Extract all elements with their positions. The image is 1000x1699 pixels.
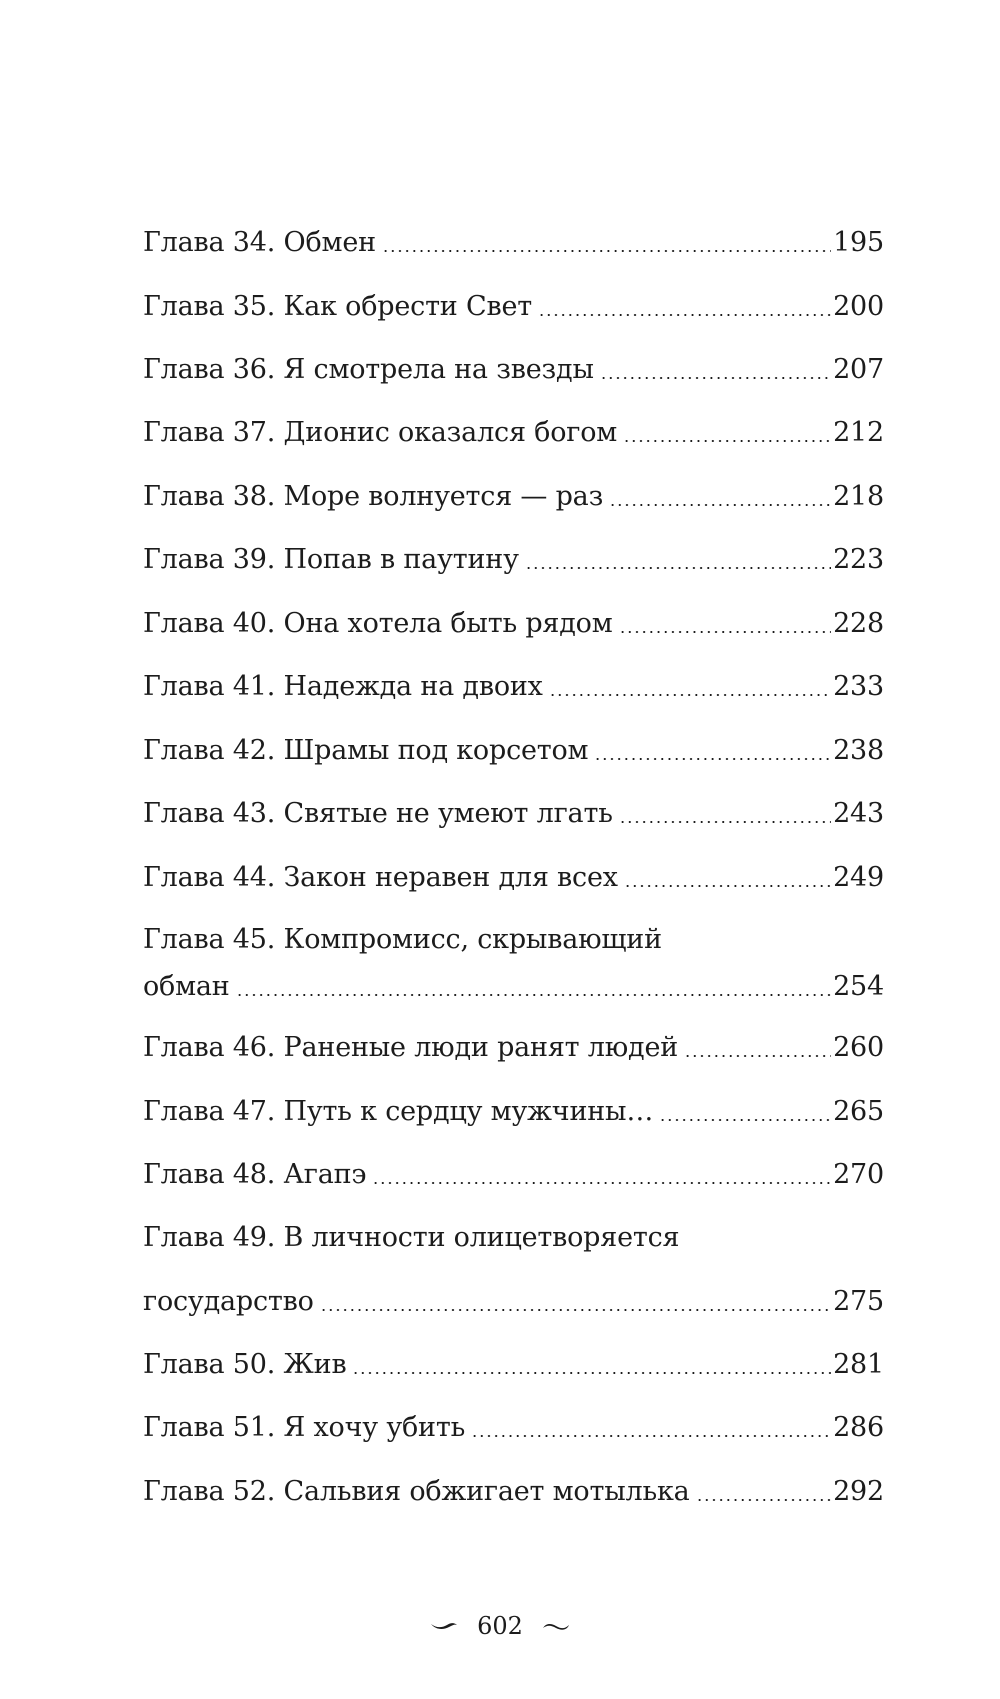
toc-entry-title: Глава 40. Она хотела быть рядом <box>143 608 613 639</box>
toc-entry-page: 218 <box>833 481 884 512</box>
swash-right-icon <box>541 1619 571 1633</box>
toc-entry-49-line-1 <box>143 1218 884 1258</box>
dot-leader <box>352 1345 831 1385</box>
toc-entry-page: 260 <box>833 1032 884 1063</box>
dot-leader <box>594 731 831 771</box>
toc-entry-40 <box>143 604 884 644</box>
toc-entry-34 <box>143 223 884 263</box>
toc-entry-page: 233 <box>833 671 884 702</box>
dot-leader <box>525 540 831 580</box>
toc-entry-49-line-2 <box>143 1282 884 1322</box>
toc-entry-title: Глава 38. Море волнуется — раз <box>143 481 604 512</box>
toc-entry-47 <box>143 1092 884 1132</box>
swash-left-icon <box>429 1619 459 1633</box>
toc-entry-45-line-2 <box>143 967 884 1007</box>
toc-entry-title-continued: обман <box>143 971 230 1002</box>
toc-entry-title: Глава 41. Надежда на двоих <box>143 671 543 702</box>
page-folio <box>0 1608 1000 1644</box>
toc-entry-title: Глава 44. Закон неравен для всех <box>143 862 618 893</box>
page-number: 602 <box>477 1612 523 1640</box>
toc-entry-page: 228 <box>833 608 884 639</box>
toc-entry-39 <box>143 540 884 580</box>
toc-entry-title: Глава 51. Я хочу убить <box>143 1412 466 1443</box>
toc-entry-title: Глава 35. Как обрести Свет <box>143 291 532 322</box>
toc-entry-title: Глава 37. Дионис оказался богом <box>143 417 618 448</box>
toc-entry-page: 270 <box>833 1159 884 1190</box>
toc-entry-46 <box>143 1028 884 1068</box>
toc-entry-title: Глава 52. Сальвия обжигает мотылька <box>143 1476 690 1507</box>
toc-entry-page: 281 <box>833 1349 884 1380</box>
dot-leader <box>696 1472 832 1512</box>
dot-leader <box>372 1155 831 1195</box>
toc-entry-50 <box>143 1345 884 1385</box>
dot-leader <box>538 287 831 327</box>
toc-entry-page: 249 <box>833 862 884 893</box>
toc-entry-page: 292 <box>833 1476 884 1507</box>
toc-entry-page: 275 <box>833 1286 884 1317</box>
toc-entry-title-continued: государство <box>143 1286 314 1317</box>
toc-entry-title: Глава 36. Я смотрела на звезды <box>143 354 594 385</box>
toc-entry-page: 243 <box>833 798 884 829</box>
dot-leader <box>236 967 831 1007</box>
toc-entry-35 <box>143 287 884 327</box>
toc-entry-title: Глава 39. Попав в паутину <box>143 544 519 575</box>
toc-entry-38 <box>143 477 884 517</box>
toc-entry-title: Глава 49. В личности олицетворяется <box>143 1222 680 1253</box>
toc-entry-title: Глава 48. Агапэ <box>143 1159 367 1190</box>
toc-entry-page: 207 <box>833 354 884 385</box>
dot-leader <box>619 794 831 834</box>
toc-entry-title: Глава 47. Путь к сердцу мужчины… <box>143 1096 654 1127</box>
toc-entry-title: Глава 42. Шрамы под корсетом <box>143 735 589 766</box>
toc-entry-page: 265 <box>833 1096 884 1127</box>
toc-entry-page: 195 <box>833 227 884 258</box>
dot-leader <box>382 223 831 263</box>
dot-leader <box>320 1282 831 1322</box>
toc-entry-41 <box>143 667 884 707</box>
toc-entry-title: Глава 50. Жив <box>143 1349 347 1380</box>
toc-entry-page: 212 <box>833 417 884 448</box>
toc-entry-51 <box>143 1408 884 1448</box>
toc-entry-44 <box>143 858 884 898</box>
toc-entry-45-line-1 <box>143 920 884 960</box>
toc-entry-page: 223 <box>833 544 884 575</box>
dot-leader <box>684 1028 831 1068</box>
toc-entry-title: Глава 34. Обмен <box>143 227 376 258</box>
toc-entry-title: Глава 45. Компромисс, скрывающий <box>143 924 662 955</box>
toc-entry-43 <box>143 794 884 834</box>
toc-entry-42 <box>143 731 884 771</box>
toc-entry-title: Глава 46. Раненые люди ранят людей <box>143 1032 679 1063</box>
toc-entry-48 <box>143 1155 884 1195</box>
dot-leader <box>659 1092 831 1132</box>
dot-leader <box>549 667 831 707</box>
dot-leader <box>619 604 832 644</box>
dot-leader <box>609 477 831 517</box>
dot-leader <box>623 413 831 453</box>
toc-entry-36 <box>143 350 884 390</box>
toc-entry-52 <box>143 1472 884 1512</box>
toc-entry-page: 286 <box>833 1412 884 1443</box>
toc-entry-page: 254 <box>833 971 884 1002</box>
toc-entry-page: 238 <box>833 735 884 766</box>
toc-entry-title: Глава 43. Святые не умеют лгать <box>143 798 613 829</box>
toc-entry-page: 200 <box>833 291 884 322</box>
dot-leader <box>600 350 831 390</box>
dot-leader <box>471 1408 831 1448</box>
dot-leader <box>624 858 831 898</box>
toc-entry-37 <box>143 413 884 453</box>
